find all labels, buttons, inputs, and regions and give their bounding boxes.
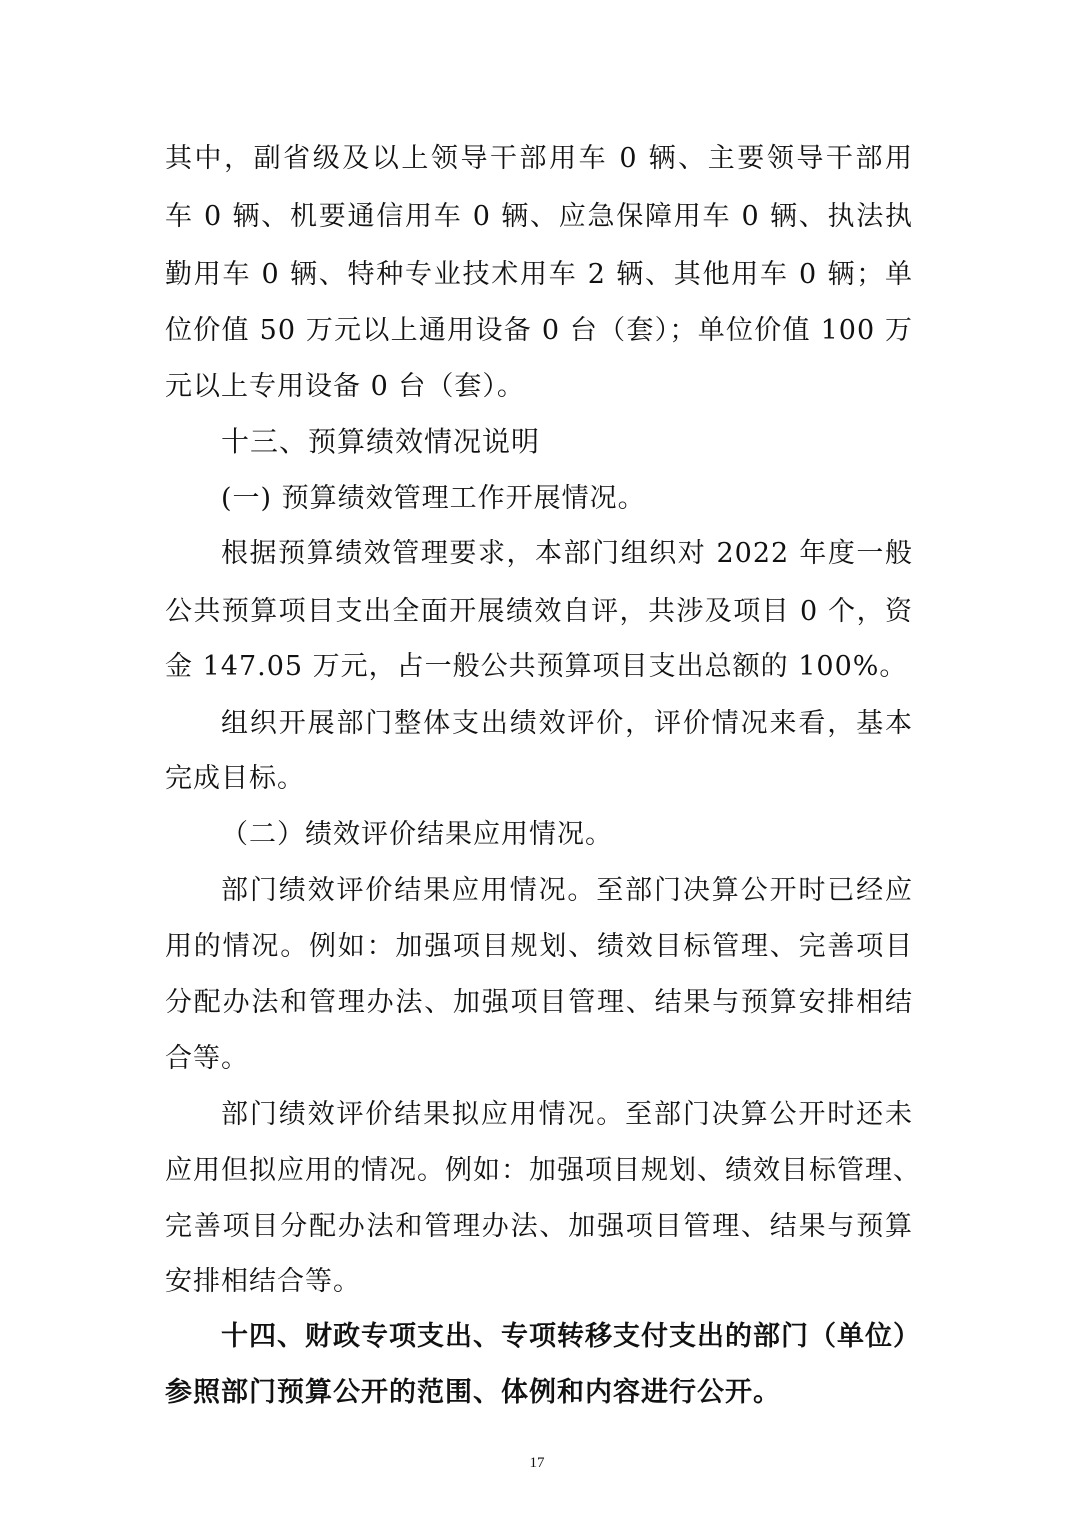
section13-sub1-heading: (一) 预算绩效管理工作开展情况。	[221, 483, 646, 514]
sub2-para2-line-1: 部门绩效评价结果拟应用情况。至部门决算公开时还未	[221, 1099, 913, 1130]
sub1-para1-line-3: 金 147.05 万元，占一般公共预算项目支出总额的 100%。	[165, 651, 908, 682]
sub2-para2-line-4: 安排相结合等。	[165, 1266, 361, 1297]
sub2-para2-line-3: 完善项目分配办法和管理办法、加强项目管理、结果与预算	[165, 1211, 913, 1242]
para1-line-1: 其中，副省级及以上领导干部用车 0 辆、主要领导干部用	[165, 143, 913, 174]
sub2-para1-line-3: 分配办法和管理办法、加强项目管理、结果与预算安排相结	[165, 987, 913, 1018]
para1-line-5: 元以上专用设备 0 台（套）。	[165, 371, 525, 402]
sub2-para1-line-4: 合等。	[165, 1043, 249, 1074]
sub1-para2-line-2: 完成目标。	[165, 763, 305, 794]
section13-title: 十三、预算绩效情况说明	[221, 425, 541, 458]
section14-line-1: 十四、财政专项支出、专项转移支付支出的部门（单位）	[221, 1321, 921, 1352]
sub1-para1-line-2: 公共预算项目支出全面开展绩效自评，共涉及项目 0 个，资	[165, 596, 913, 627]
sub1-para2-line-1: 组织开展部门整体支出绩效评价，评价情况来看，基本	[221, 708, 913, 739]
para1-line-4: 位价值 50 万元以上通用设备 0 台（套）；单位价值 100 万	[165, 315, 913, 346]
para1-line-3: 勤用车 0 辆、特种专业技术用车 2 辆、其他用车 0 辆；单	[165, 259, 913, 290]
section13-sub2-heading: （二）绩效评价结果应用情况。	[221, 819, 613, 850]
sub2-para2-line-2: 应用但拟应用的情况。例如：加强项目规划、绩效目标管理、	[165, 1155, 921, 1186]
sub1-para1-line-1: 根据预算绩效管理要求，本部门组织对 2022 年度一般	[221, 538, 913, 569]
sub2-para1-line-1: 部门绩效评价结果应用情况。至部门决算公开时已经应	[221, 875, 913, 906]
sub2-para1-line-2: 用的情况。例如：加强项目规划、绩效目标管理、完善项目	[165, 931, 913, 962]
section14-line-2: 参照部门预算公开的范围、体例和内容进行公开。	[165, 1377, 781, 1408]
para1-line-2: 车 0 辆、机要通信用车 0 辆、应急保障用车 0 辆、执法执	[165, 201, 913, 232]
page-number: 17	[529, 1455, 545, 1471]
